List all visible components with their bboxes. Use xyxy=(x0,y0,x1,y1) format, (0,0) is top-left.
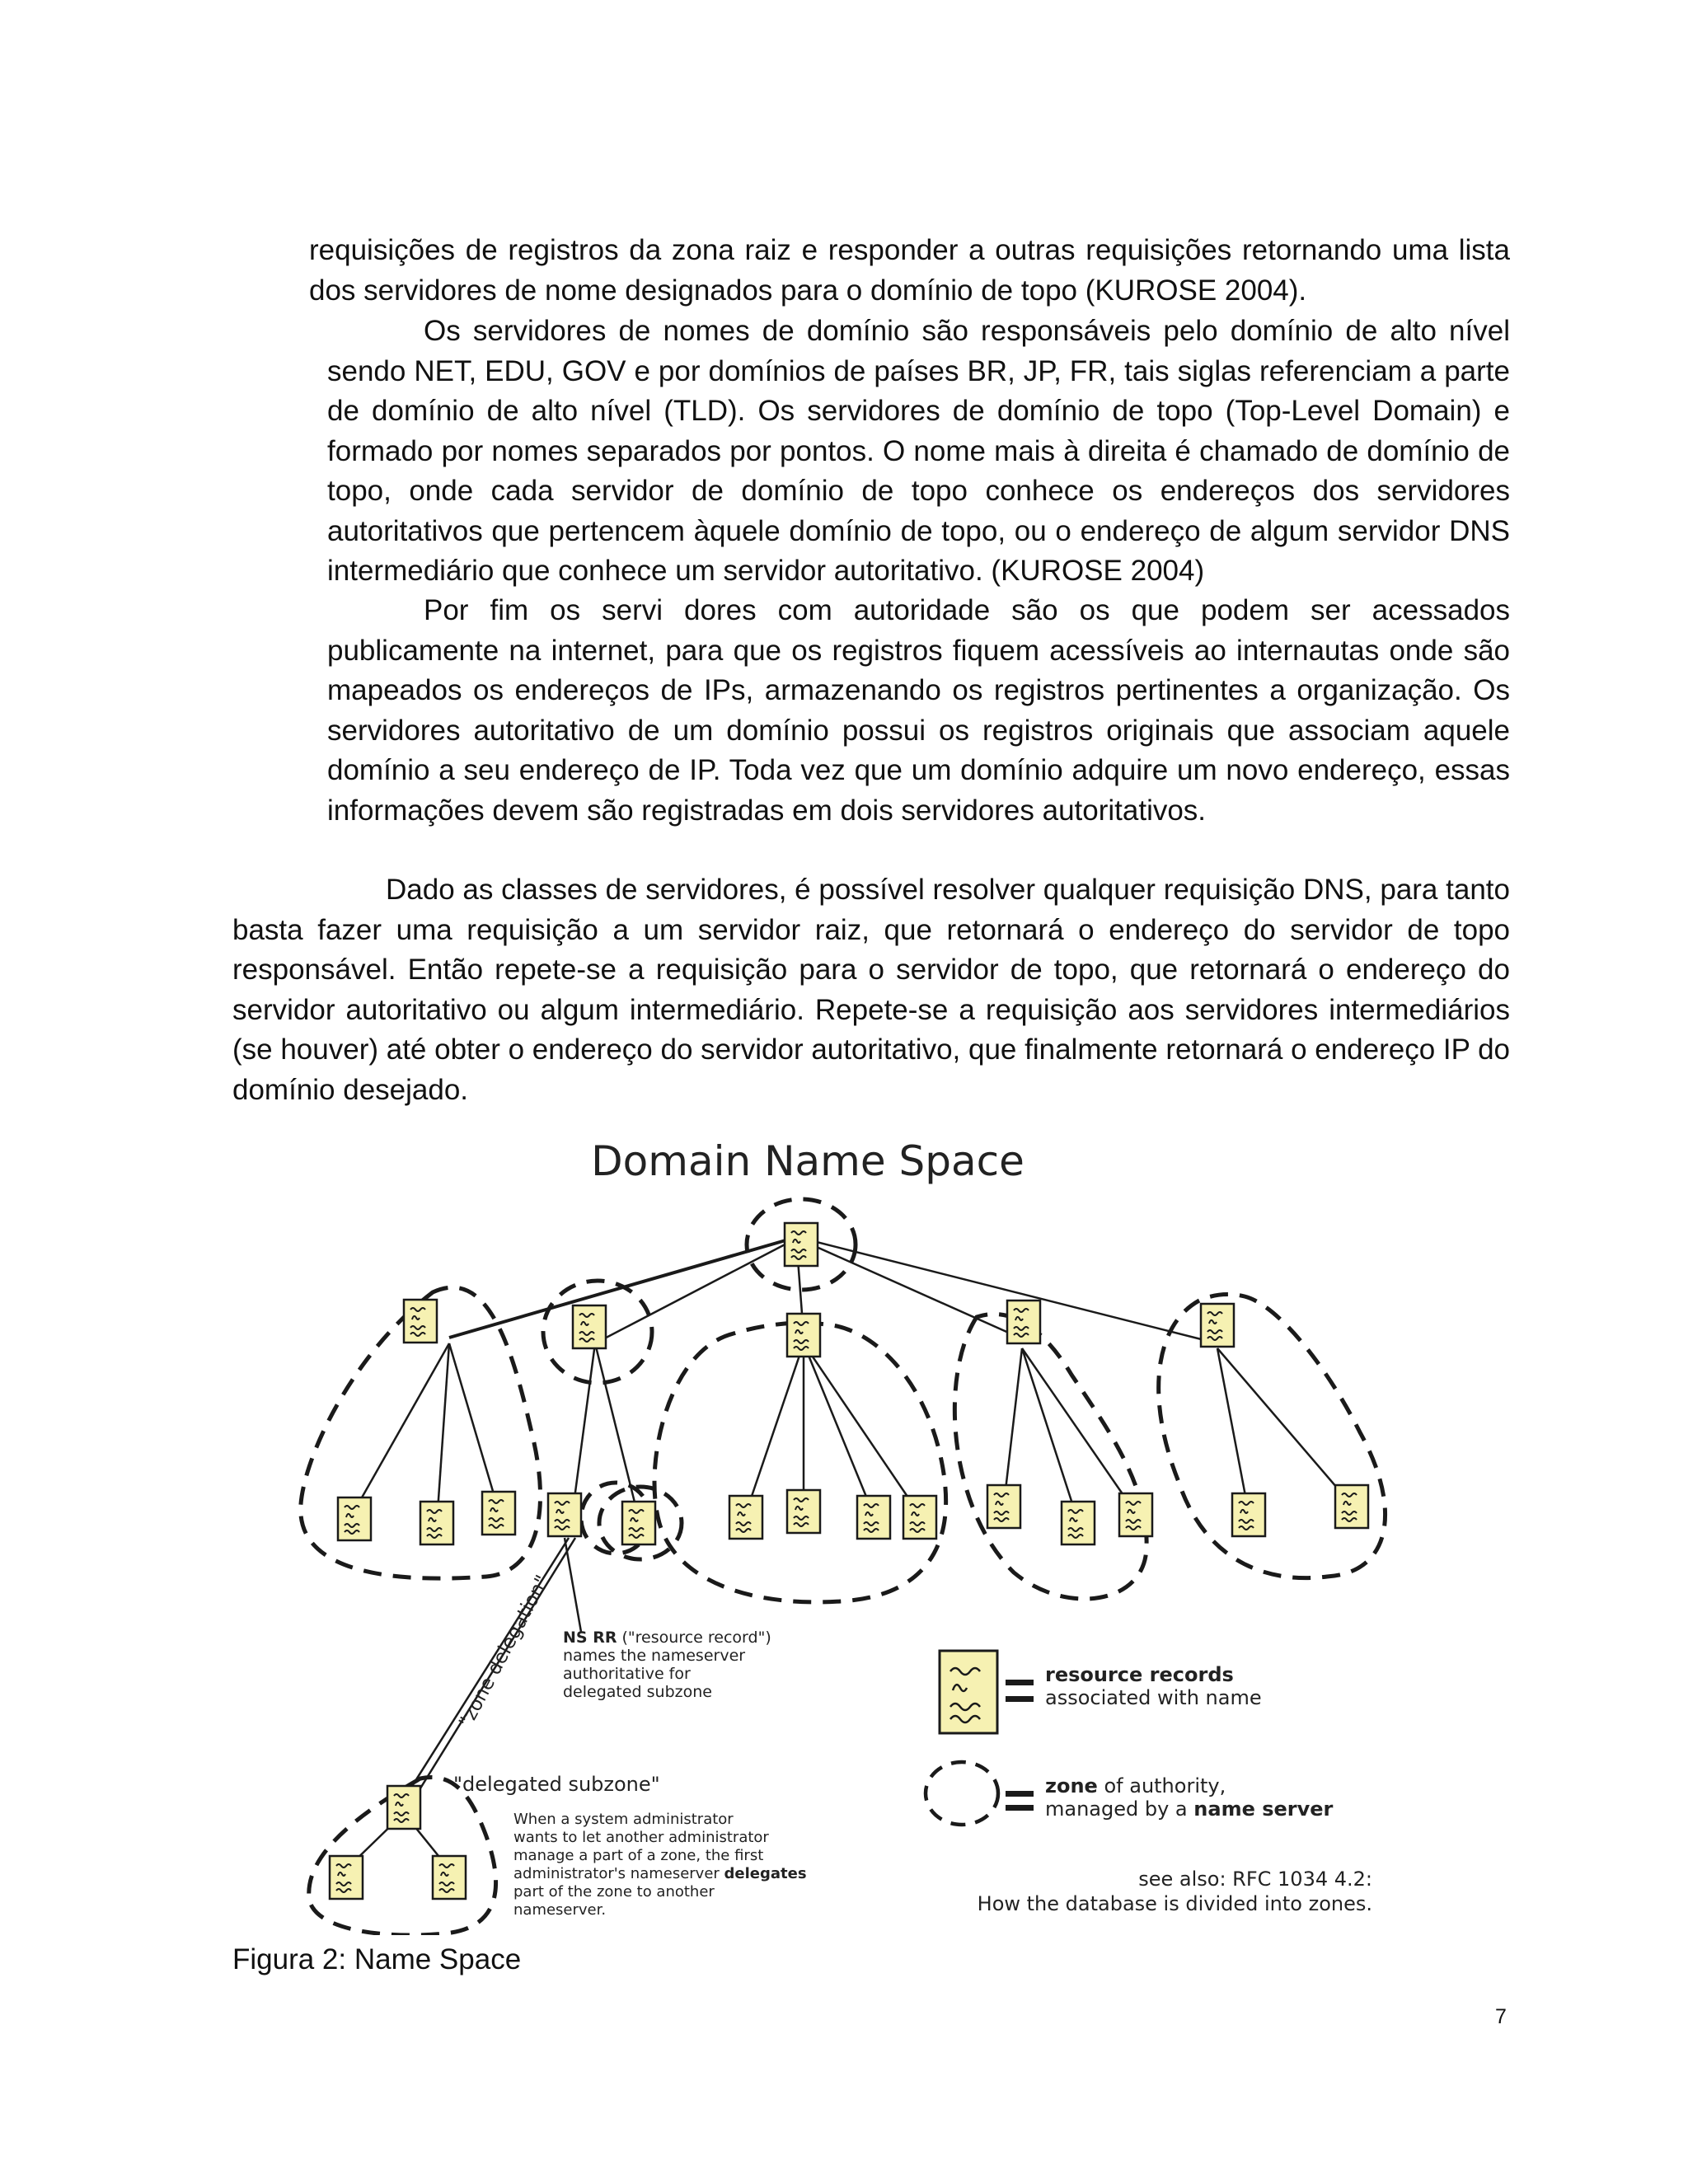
record-icon xyxy=(573,1305,606,1348)
record-icon xyxy=(330,1856,363,1899)
svg-text:NS RR ("resource record") xyxy=(563,1629,771,1647)
see-also-line1: see also: RFC 1034 4.2: xyxy=(1138,1868,1372,1891)
record-icon xyxy=(729,1496,762,1539)
svg-text:managed by a name server xyxy=(1045,1797,1334,1821)
record-icon xyxy=(387,1786,420,1829)
record-icon xyxy=(1119,1493,1152,1536)
record-icon xyxy=(433,1856,466,1899)
page-number: 7 xyxy=(1495,2005,1507,2028)
paragraph-dns-resolution: Dado as classes de servidores, é possível resolver qualquer requisição DNS, para tanto basta fazer uma requisição a um servidor raiz, que retornará o endereço do servidor de topo responsável. Então repete-se a requisição para o servidor de topo, que retornará o endereço do servidor autoritativo ou algum intermediário. Repete-se a requisição aos servidores intermediários (se houver) até obter o endereço do servidor autoritativo, que finalmente retornará o endereço IP do domínio desejado. xyxy=(232,874,1511,1106)
legend-records-bold: resource records xyxy=(1045,1663,1234,1686)
ns-rr-line1: ("resource record") xyxy=(621,1629,771,1647)
record-icon xyxy=(1201,1304,1234,1347)
record-icon xyxy=(1062,1502,1095,1544)
root-record-icon xyxy=(785,1223,818,1266)
record-icon xyxy=(987,1485,1020,1528)
legend-records-rest: associated with name xyxy=(1045,1686,1262,1709)
domain-name-space-figure xyxy=(288,1127,1409,1935)
delegated-subzone-label: "delegated subzone" xyxy=(453,1773,660,1796)
legend-zone-text2: managed by a xyxy=(1045,1797,1188,1821)
svg-text:administrator's nameserver del xyxy=(513,1865,807,1882)
see-also-note xyxy=(978,1868,1372,1915)
record-icon xyxy=(1232,1493,1265,1536)
delegation-note-line6: nameserver. xyxy=(513,1901,607,1919)
record-icon xyxy=(420,1502,453,1544)
record-icon xyxy=(1335,1485,1368,1528)
ns-rr-note xyxy=(563,1629,771,1701)
see-also-line2: How the database is divided into zones. xyxy=(977,1892,1372,1915)
zone-delegation-label: "zone delegation" xyxy=(455,1572,554,1732)
zone-right-center xyxy=(954,1314,1146,1599)
delegation-note-line5: part of the zone to another xyxy=(513,1883,715,1900)
record-icon xyxy=(404,1300,437,1343)
figure-caption: Figura 2: Name Space xyxy=(232,1943,522,1975)
legend-zone-text1: of authority, xyxy=(1104,1774,1226,1797)
ns-rr-line2: names the nameserver xyxy=(563,1647,746,1665)
legend-zone xyxy=(926,1762,1334,1825)
record-icon xyxy=(338,1497,371,1540)
record-icon xyxy=(548,1493,581,1536)
record-icon xyxy=(622,1502,655,1544)
ns-rr-line3: authoritative for xyxy=(563,1665,691,1683)
figure-title: Domain Name Space xyxy=(591,1137,1025,1185)
zone-center xyxy=(654,1323,946,1602)
record-icon xyxy=(787,1490,820,1533)
paragraph-authoritative-servers: Por fim os servi dores com autoridade são os que podem ser acessados publicamente na internet, para que os registros fiquem acessíveis ao internautas onde são mapeados os endereços de IPs, armazenando os registros pertinentes a organização. Os servidores autoritativo de um domínio possui os registros originais que associam aquele domínio a seu endereço de IP. Toda vez que um domínio adquire um novo endereço, essas informações devem são registradas em dois servidores autoritativos. xyxy=(327,594,1510,827)
legend-zone-bold2: name server xyxy=(1193,1797,1334,1821)
ns-rr-bold: NS RR xyxy=(563,1629,617,1647)
paragraph-root-servers-end: requisições de registros da zona raiz e responder a outras requisições retornando uma lista dos servidores de nome designados para o domínio de topo (KUROSE 2004). xyxy=(309,234,1510,307)
ns-rr-line4: delegated subzone xyxy=(563,1683,712,1701)
delegation-note-line4: administrator's nameserver xyxy=(513,1865,720,1882)
legend-zone-bold1: zone xyxy=(1045,1774,1098,1797)
delegation-note-line2: wants to let another administrator xyxy=(513,1829,769,1846)
legend-zone-icon xyxy=(926,1762,998,1825)
paragraph-tld-servers: Os servidores de nomes de domínio são responsáveis pelo domínio de alto nível sendo NET, EDU, GOV e por domínios de países BR, JP, FR, tais siglas referenciam a parte de domínio de alto nível (TLD). Os servidores de domínio de topo (Top-Level Domain) e formado por nomes separados por pontos. O nome mais à direita é chamado de domínio de topo, onde cada servidor de domínio de topo conhece os endereços dos servidores autoritativos que pertencem àquele domínio de topo, ou o endereço de algum servidor DNS intermediário que conhece um servidor autoritativo. (KUROSE 2004) xyxy=(327,315,1510,587)
legend-resource-records xyxy=(940,1651,1262,1733)
record-icon xyxy=(903,1496,936,1539)
delegation-note-line3: manage a part of a zone, the first xyxy=(513,1847,764,1864)
delegation-note-line1: When a system administrator xyxy=(513,1811,734,1828)
record-icon xyxy=(857,1496,890,1539)
delegation-note-bold: delegates xyxy=(724,1865,807,1882)
svg-text:zone of authority, xyxy=(1045,1774,1226,1797)
record-icon xyxy=(482,1492,515,1535)
delegation-note xyxy=(513,1811,807,1919)
record-icon xyxy=(1007,1301,1040,1343)
record-icon xyxy=(787,1314,820,1357)
